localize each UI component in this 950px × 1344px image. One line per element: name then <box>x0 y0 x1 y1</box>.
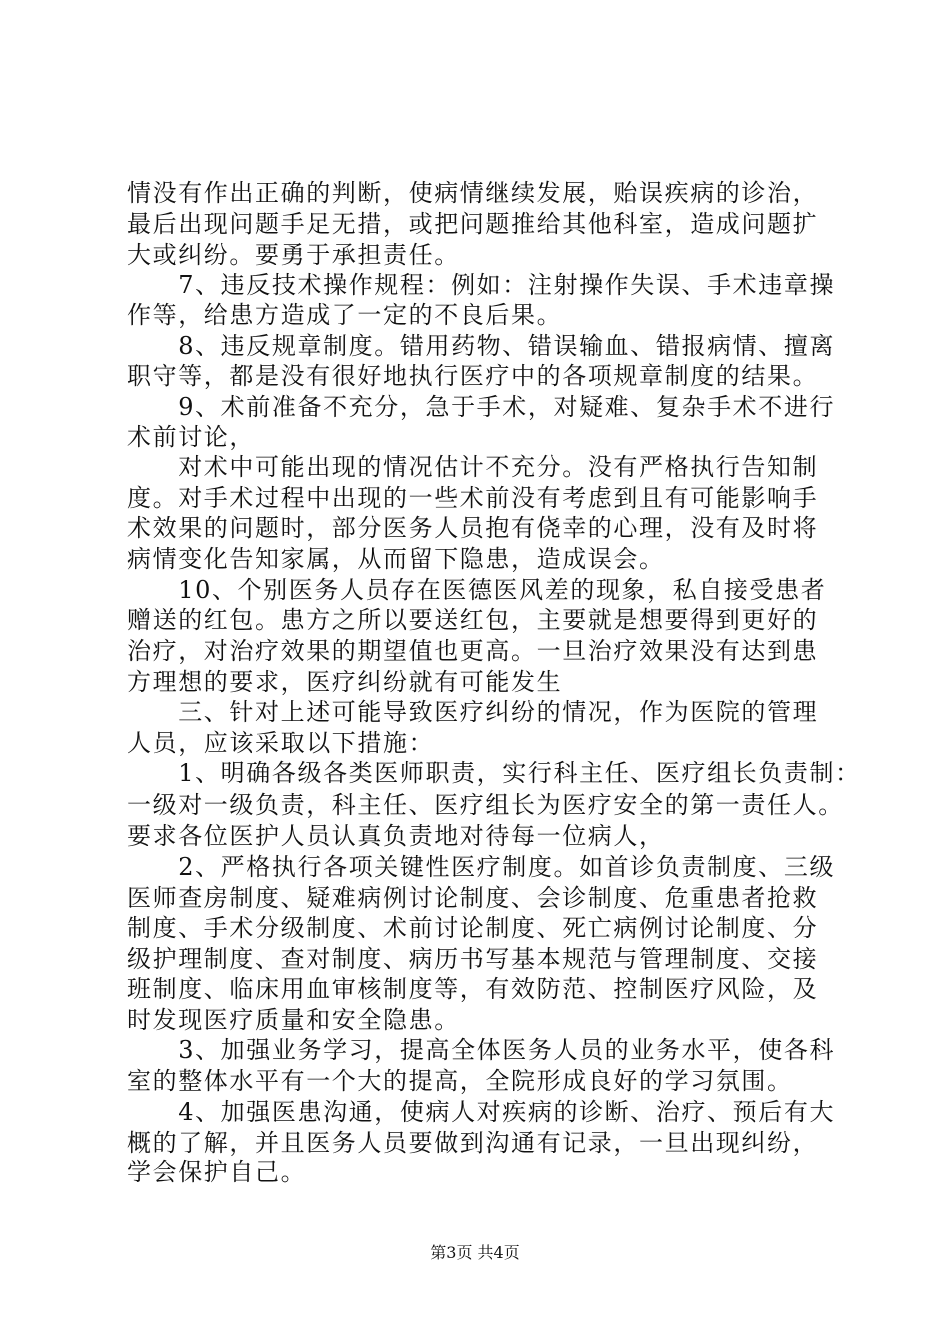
text-line: 作等，给患方造成了一定的不良后果。 <box>127 301 563 329</box>
text-line: 对术中可能出现的情况估计不充分。没有严格执行告知制 <box>127 453 819 481</box>
text-line: 3、加强业务学习，提高全体医务人员的业务水平，使各科 <box>127 1036 836 1064</box>
text-line: 级护理制度、查对制度、病历书写基本规范与管理制度、交接 <box>127 945 819 973</box>
text-line: 8、违反规章制度。错用药物、错误输血、错报病情、擅离 <box>127 332 836 360</box>
text-line: 最后出现问题手足无措，或把问题推给其他科室，造成问题扩 <box>127 210 819 238</box>
text-line: 方理想的要求，医疗纠纷就有可能发生 <box>127 668 563 696</box>
text-line: 度。对手术过程中出现的一些术前没有考虑到且有可能影响手 <box>127 484 819 512</box>
text-line: 大或纠纷。要勇于承担责任。 <box>127 241 460 269</box>
text-line: 2、严格执行各项关键性医疗制度。如首诊负责制度、三级 <box>127 853 836 881</box>
text-line: 术效果的问题时，部分医务人员抱有侥幸的心理，没有及时将 <box>127 514 819 542</box>
text-line: 室的整体水平有一个大的提高，全院形成良好的学习氛围。 <box>127 1067 793 1095</box>
text-line: 4、加强医患沟通，使病人对疾病的诊断、治疗、预后有大 <box>127 1098 836 1126</box>
text-line: 班制度、临床用血审核制度等，有效防范、控制医疗风险，及 <box>127 975 819 1003</box>
text-line: 职守等，都是没有很好地执行医疗中的各项规章制度的结果。 <box>127 362 819 390</box>
text-line: 情没有作出正确的判断，使病情继续发展，贻误疾病的诊治， <box>127 179 819 207</box>
text-line: 制度、手术分级制度、术前讨论制度、死亡病例讨论制度、分 <box>127 914 819 942</box>
text-line: 要求各位医护人员认真负责地对待每一位病人， <box>127 822 665 850</box>
text-line: 一级对一级负责，科主任、医疗组长为医疗安全的第一责任人。 <box>127 791 844 819</box>
text-line: 7、违反技术操作规程：例如：注射操作失误、手术违章操 <box>127 271 836 299</box>
text-line: 术前讨论， <box>127 423 255 451</box>
text-line: 病情变化告知家属，从而留下隐患，造成误会。 <box>127 545 665 573</box>
text-line: 概的了解，并且医务人员要做到沟通有记录，一旦出现纠纷， <box>127 1129 819 1157</box>
text-line: 9、术前准备不充分，急于手术，对疑难、复杂手术不进行 <box>127 393 836 421</box>
text-line: 时发现医疗质量和安全隐患。 <box>127 1006 460 1034</box>
text-line: 医师查房制度、疑难病例讨论制度、会诊制度、危重患者抢救 <box>127 884 819 912</box>
text-line: 学会保护自己。 <box>127 1158 307 1186</box>
text-line: 三、针对上述可能导致医疗纠纷的情况，作为医院的管理 <box>127 698 819 726</box>
text-line: 人员，应该采取以下措施： <box>127 729 435 757</box>
page-footer: 第3页 共4页 <box>430 1243 520 1262</box>
text-line: 1、明确各级各类医师职责，实行科主任、医疗组长负责制： <box>127 759 861 787</box>
text-line: 10、个别医务人员存在医德医风差的现象，私自接受患者 <box>127 576 827 604</box>
text-line: 赠送的红包。患方之所以要送红包，主要就是想要得到更好的 <box>127 606 819 634</box>
text-line: 治疗，对治疗效果的期望值也更高。一旦治疗效果没有达到患 <box>127 637 819 665</box>
